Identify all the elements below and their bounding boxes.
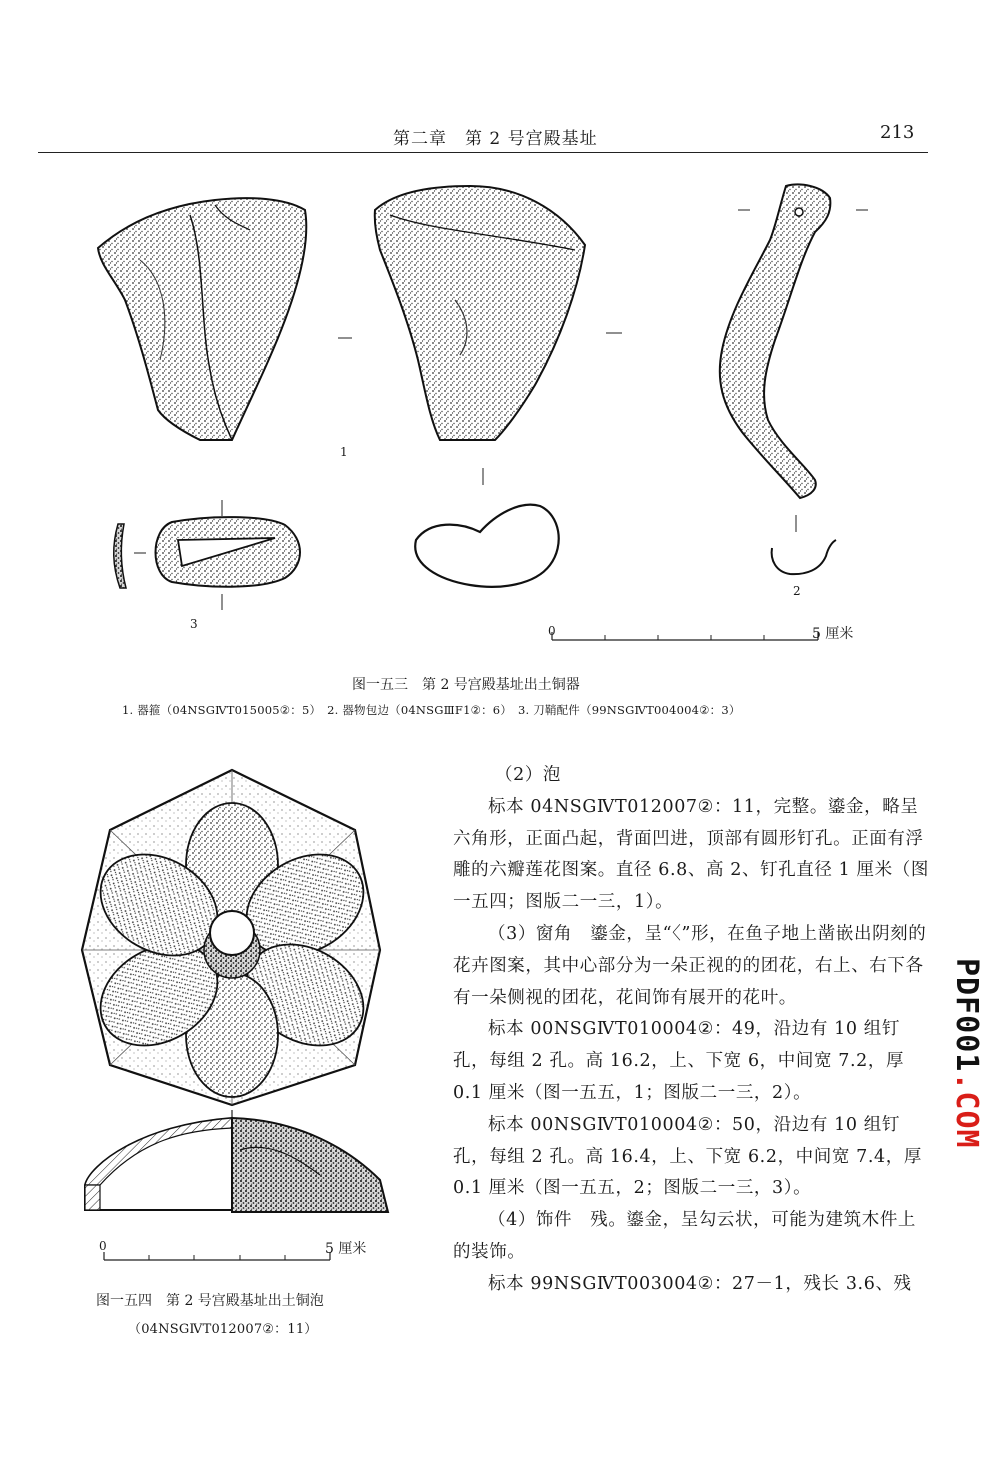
watermark-part-b: .COM	[949, 1072, 984, 1149]
watermark	[950, 958, 984, 1148]
scabbard-side-view	[114, 524, 126, 588]
paragraph: 标本 04NSGⅣT012007②：11，完整。鎏金，略呈六角形，正面凸起，背面凹进，顶部有圆形钉孔。正面有浮雕的六瓣莲花图案。直径 6.8、高 2、钉孔直径 1 厘米（图一五四；图版二一三，1）。	[453, 796, 929, 913]
paragraph: 标本 00NSGⅣT010004②：49，沿边有 10 组钉孔，每组 2 孔。高 16.2，上、下宽 6，中间宽 7.2，厚 0.1 厘米（图一五五，1；图版二一三，2）。	[453, 1019, 905, 1103]
figure-caption: 图一五四 第 2 号宫殿基址出土铜泡	[96, 1293, 324, 1309]
bronze-boss-top-view	[82, 770, 382, 1105]
edge-binding-drawing	[720, 185, 831, 499]
page-number: 213	[880, 122, 915, 143]
bronze-band-drawing-center	[375, 186, 585, 440]
body-text	[453, 760, 931, 1301]
edge-binding-section	[772, 540, 836, 574]
bronze-boss-section-view	[85, 1110, 388, 1212]
running-header-chapter: 第二章 第 2 号宫殿基址	[393, 129, 598, 149]
figure-item-label: 1	[340, 445, 348, 459]
paragraph: （4）饰件 残。鎏金，呈勾云状，可能为建筑木件上的装饰。	[453, 1210, 917, 1262]
bronze-band-drawing-left	[98, 198, 306, 440]
paragraph: （3）窗角 鎏金，呈“〈”形，在鱼子地上凿嵌出阴刻的花卉图案，其中心部分为一朵正视的的团花，右上、右下各有一朵侧视的团花，花间饰有展开的花叶。	[453, 923, 927, 1008]
figure-caption: 图一五三 第 2 号宫殿基址出土铜器	[352, 677, 580, 693]
figure-subcaption: 1. 器箍（04NSGⅣT015005②：5） 2. 器物包边（04NSGⅢF1②：6） 3. 刀鞘配件（99NSGⅣT004004②：3）	[122, 703, 741, 717]
figure-item-label: 3	[190, 617, 198, 631]
scale-zero-label: 0	[548, 624, 556, 638]
band-cross-section	[415, 505, 558, 587]
figure-item-label: 2	[793, 584, 801, 598]
section-heading-pao: （2）泡	[495, 765, 562, 785]
scale-zero-label: 0	[99, 1239, 107, 1253]
scale-bar-fig154	[104, 1252, 330, 1260]
watermark-part-a: PDF001	[949, 958, 984, 1073]
scale-end-label: 5 厘米	[325, 1241, 367, 1257]
figure-subcaption: （04NSGⅣT012007②：11）	[128, 1322, 318, 1337]
paragraph: 标本 00NSGⅣT010004②：50，沿边有 10 组钉孔，每组 2 孔。高 16.4，上、下宽 6.2，中间宽 7.4，厚 0.1 厘米（图一五五，2；图版二一三，3）。	[453, 1114, 922, 1199]
paragraph: 标本 99NSGⅣT003004②：27－1，残长 3.6、残	[488, 1273, 912, 1294]
scale-end-label: 5 厘米	[812, 626, 854, 642]
scale-bar-fig153	[552, 632, 818, 640]
